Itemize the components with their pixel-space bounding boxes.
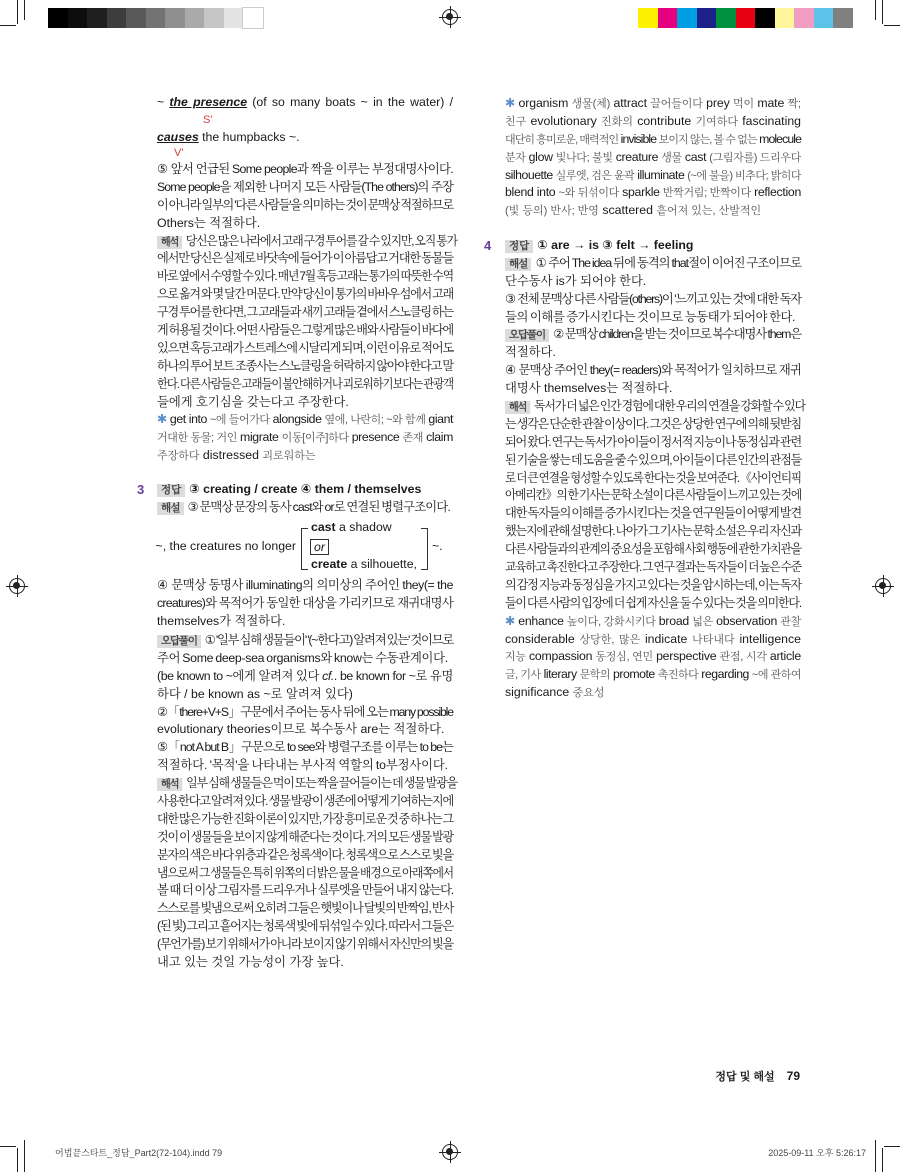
- text-line: [505, 326, 801, 344]
- text-segment: 에서만 당신은 실제로 바닷속에 들어가 이 아름답고 거대한 동물들: [157, 251, 454, 266]
- gloss-text: 존재: [402, 432, 424, 445]
- text-segment: illuminate: [634, 167, 688, 182]
- gloss-text: 먹이: [732, 98, 754, 110]
- gloss-text: 나타내다: [692, 633, 735, 646]
- text-line: [505, 149, 801, 167]
- gloss-text: 옆에, 나란히; ~와 함께: [324, 414, 426, 427]
- gloss-text: 짝;: [787, 98, 801, 110]
- gloss-text: 중요성: [572, 687, 605, 700]
- text-segment: scattered: [598, 203, 657, 218]
- text-line: [157, 394, 453, 412]
- color-swatch: [185, 8, 205, 28]
- text-segment: giant: [425, 412, 454, 427]
- text-segment: 분자의 색은 바다 위층과 같은 청록색이다. 청록색으로 스스로 빛을: [157, 847, 453, 862]
- text-segment: 하다 / be known as ~로 알려져 있다): [157, 686, 353, 701]
- text-segment: 적절하다.: [505, 345, 556, 360]
- text-segment: silhouette: [505, 167, 556, 182]
- gloss-text: 실루엣, 검은 윤곽: [555, 169, 635, 182]
- color-swatch: [814, 8, 834, 28]
- text-segment: 내고 있는 것일 가능성이 가장 높다.: [157, 955, 344, 970]
- text-line: [505, 113, 801, 131]
- text-segment: 로 더 큰 연결을 형성할 수 있도록 한다는 것을 보여준다. 《사이언티픽: [505, 470, 801, 485]
- registration-mark-icon: [442, 9, 458, 25]
- text-segment: 일부 심해 생물들은 먹이 또는 짝을 끌어들이는 데 생물 발광을: [186, 776, 457, 791]
- text-line: [157, 954, 453, 972]
- text-segment: 스스로를 빛냄으로써 오히려 그들은 햇빛이나 달빛의 반짝임, 반사: [157, 901, 454, 916]
- text-segment: regarding: [698, 667, 752, 682]
- text-line: [157, 936, 453, 954]
- text-segment: contribute: [632, 113, 696, 128]
- text-segment: 대한 많은 가능한 진화 이론이 있지만, 가장 흥미로운 것 중 하나는 그: [157, 811, 454, 826]
- text-line: [157, 577, 453, 595]
- text-segment: indicate: [640, 631, 693, 646]
- crop-mark: [24, 0, 25, 20]
- option-create: create a silhouette,: [311, 557, 417, 571]
- gloss-text: 높이다, 강화시키다: [566, 615, 656, 628]
- text-line: [157, 847, 453, 865]
- color-swatch: [146, 8, 166, 28]
- text-line: [505, 559, 801, 577]
- text-segment: claim: [423, 430, 453, 445]
- text-segment: glow: [525, 149, 556, 164]
- section-label-badge: 정답: [505, 240, 533, 253]
- page-number: 79: [786, 1069, 800, 1083]
- text-segment: creatures)와 목적어가 동일한 대상을 가리키므로 재귀대명사: [157, 595, 453, 610]
- option-cast: cast a shadow: [311, 520, 392, 534]
- text-line: [505, 541, 801, 559]
- text-line: [505, 631, 801, 649]
- text-line: [157, 918, 453, 936]
- text-segment: (be known to ~에게 알려져 있다: [157, 668, 323, 683]
- text-line: [505, 434, 801, 452]
- crop-mark: [0, 1146, 16, 1147]
- text-segment: 된 기술을 쌓는 데 도움을 줄 수 있으며, 아이들이 다른 인간의 관점들: [505, 452, 802, 467]
- crop-mark: [875, 1140, 876, 1172]
- text-segment: presence: [348, 430, 403, 445]
- section-label-badge: 해석: [505, 401, 530, 414]
- text-segment: 했는지에 관해 설명한다. 나아가 그 기사는 문학 소설은 우리 자신과: [505, 524, 802, 539]
- gloss-text: 이동[이주]하다: [281, 432, 349, 445]
- text-line: [505, 648, 801, 666]
- gloss-text: 거대한 동물; 거인: [157, 432, 237, 445]
- section-label-badge: 해석: [157, 236, 182, 249]
- text-line: [505, 362, 801, 380]
- color-swatch: [775, 8, 795, 28]
- crop-mark: [882, 1148, 883, 1172]
- slug-filename: 어법끝스타트_정답_Part2(72-104).indd 79: [55, 1148, 223, 1158]
- color-swatch: [48, 8, 68, 28]
- text-line: [505, 309, 801, 327]
- text-segment: 구경 투어를 한다면, 그 고래들과 새끼 고래들 곁에서 스노클링 하는: [157, 305, 454, 320]
- text-segment: 교육하고 촉진한다고 주장한다. 그 연구 결과는 독자들이 더 높은 수준: [505, 560, 802, 575]
- text-line: [505, 95, 801, 113]
- right-bracket: [421, 528, 428, 570]
- text-segment: compassion: [525, 649, 596, 664]
- registration-mark-icon: [9, 578, 25, 594]
- text-segment: perspective: [652, 649, 720, 664]
- text-line: [157, 499, 453, 517]
- color-swatch: [638, 8, 658, 28]
- text-line: [505, 131, 801, 149]
- text-line: [157, 650, 453, 668]
- subject-mark: S': [203, 114, 213, 126]
- text-segment: 들에게 호기심을 갖는다고 주장한다.: [157, 394, 349, 409]
- text-line: [505, 452, 801, 470]
- gloss-text: 흩어져 있는, 산발적인: [656, 205, 762, 218]
- text-line: [157, 429, 453, 447]
- text-segment: ⑤ 앞서 언급된 Some people과 짝을 이루는 부정대명사이다.: [157, 162, 453, 176]
- text-segment: 한다. 다른 사람들은 고래들이 불안해하거나 괴로워하기보다는 관광객: [157, 376, 453, 391]
- text-segment: ④ 문맥상 동명사 illuminating의 의미상의 주어인 they(= the: [157, 578, 453, 592]
- color-swatch: [126, 8, 146, 28]
- text-line: [157, 686, 453, 704]
- text-line: [157, 721, 453, 739]
- text-segment: organism: [518, 96, 572, 110]
- gloss-text: ~에 들어가다: [209, 414, 270, 427]
- note-line-verb: causes the humpbacks ~.: [157, 130, 300, 144]
- text-line: [157, 595, 453, 613]
- text-segment: fascinating: [737, 113, 801, 128]
- text-line: [157, 286, 453, 304]
- gloss-text: 주장하다: [157, 450, 200, 463]
- text-segment: significance: [505, 685, 573, 700]
- section-label-badge: 해설: [505, 258, 531, 271]
- text-line: [157, 179, 453, 197]
- text-segment: distressed: [199, 448, 263, 463]
- text-line: [157, 865, 453, 883]
- gloss-text: 관찰: [780, 615, 801, 628]
- color-swatch: [165, 8, 185, 28]
- asterisk-icon: ✱: [505, 96, 519, 110]
- crop-mark: [884, 1146, 900, 1147]
- color-swatch: [87, 8, 107, 28]
- text-segment: 게 허용될 것이다. 어떤 사람들은 그렇게 많은 배와 사람들이 바다에: [157, 323, 454, 338]
- gloss-text: (빛 등의) 반사; 반영: [505, 205, 599, 218]
- or-box: or: [310, 539, 329, 555]
- text-line: [505, 273, 801, 291]
- text-line: [505, 666, 801, 684]
- text-segment: evolutionary theories이므로 복수동사 are는 적절하다.: [157, 722, 445, 737]
- text-segment: 되어 왔다. 연구는 독서가 아이들이 정서적 지능이나 동정심과 관련: [505, 434, 801, 449]
- registration-mark-icon: [875, 578, 891, 594]
- crop-mark: [17, 0, 18, 24]
- text-line: [157, 447, 453, 465]
- gloss-text: (그림자를) 드리우다: [709, 151, 801, 164]
- text-segment: sparkle: [619, 185, 663, 200]
- gloss-text: 괴로워하는: [262, 450, 316, 463]
- crop-mark: [884, 25, 900, 26]
- section-label-badge: 오답풀이: [505, 329, 549, 342]
- text-line: [505, 470, 801, 488]
- text-line: [157, 704, 453, 722]
- text-line: [505, 416, 801, 434]
- text-segment: ③ 문맥상 문장의 동사 cast와 or로 연결된 병렬구조이다.: [187, 499, 450, 514]
- text-segment: 이 아니라 일부의 '다른 사람들'을 의미하는 것이 문맥상 적절하므로: [157, 197, 454, 212]
- gloss-text: 생물(체): [571, 98, 611, 110]
- text-segment: ② 문맥상 children을 받는 것이므로 복수대명사 them은: [553, 327, 801, 342]
- text-segment: 다른 사람들과의 관계의 중요성을 포함해 사회 행동에 관한 가치관을: [505, 542, 801, 557]
- text-line: [157, 197, 453, 215]
- text-line: [505, 505, 801, 523]
- text-segment: ③ 전체 문맥상 다른 사람들(others)이 '느끼고 있는 것'에 대한 독자: [505, 291, 801, 306]
- text-line: [505, 237, 801, 255]
- text-line: [157, 411, 453, 429]
- color-swatch: [68, 8, 88, 28]
- color-swatch: [755, 8, 775, 28]
- text-line: [157, 775, 457, 793]
- text-segment: blend into: [505, 185, 559, 200]
- text-segment: evolutionary: [526, 113, 602, 128]
- text-line: [505, 523, 801, 541]
- gloss-text: 분자: [505, 151, 526, 164]
- gloss-text: 동정심, 연민: [595, 651, 653, 664]
- gloss-text: 반짝거림; 반짝이다: [662, 187, 751, 200]
- text-segment: 으로 옮겨 와 몇 달간 머문다. 만약 당신이 통가의 바바우 섬에서 고래: [157, 287, 454, 302]
- question-number: 4: [484, 238, 492, 253]
- text-segment: 볼 때 더 이상 그림자를 드리우거나 실루엣을 만들어 내지 않는다.: [157, 883, 453, 898]
- text-line: [157, 811, 453, 829]
- text-line: [505, 595, 801, 613]
- color-swatch: [677, 8, 697, 28]
- text-segment: mate: [754, 96, 788, 110]
- gloss-text: 글, 기사: [505, 669, 541, 682]
- text-segment: ① '일부 심해 생물들이' '(~한다고) 알려져 있는' 것이므로: [204, 633, 454, 647]
- text-line: [505, 344, 801, 362]
- text-segment: cast: [681, 149, 710, 164]
- text-block: [505, 237, 805, 702]
- text-line: [157, 376, 453, 394]
- text-segment: 당신은 많은 나라에서 고래 구경 투어를 갈 수 있지만, 오직 통가: [185, 233, 457, 248]
- text-line: [157, 268, 453, 286]
- text-line: [157, 481, 453, 499]
- running-footer: [715, 1068, 800, 1084]
- text-segment: 들의 이해를 증가시킨다는 것이므로 능동태가 되어야 한다.: [505, 309, 795, 324]
- text-line: [505, 380, 801, 398]
- text-segment: 독서가 더 넓은 인간 경험에 대한 우리의 연결을 강화할 수 있다: [534, 399, 805, 414]
- text-segment: ③ creating / create ④ them / themselves: [189, 482, 422, 496]
- crop-mark: [0, 25, 16, 26]
- text-line: [157, 215, 453, 233]
- text-line: [157, 668, 453, 686]
- text-segment: 있으면 혹등고래가 스트레스에 시달리게 되며, 이런 이유로 적어도: [157, 340, 454, 355]
- text-line: [157, 739, 453, 757]
- text-segment: 냄으로써 그 생물들은 특히 위쪽의 더 밝은 물을 배경으로 아래쪽에서: [157, 865, 453, 880]
- text-line: [157, 829, 453, 847]
- gloss-text: 보이지 않는, 볼 수 없는: [658, 133, 757, 146]
- text-line: [505, 577, 801, 595]
- text-segment: 단수동사 is가 되어야 한다.: [505, 273, 647, 288]
- text-line: [505, 684, 801, 702]
- text-segment: 아메리칸》의 한 기사는 문학 소설이 다른 사람들이 느끼고 있는 것에: [505, 488, 802, 503]
- color-swatch: [204, 8, 224, 28]
- text-line: [157, 340, 453, 358]
- text-segment: considerable: [505, 631, 580, 646]
- section-label-badge: 정답: [157, 484, 185, 497]
- gloss-text: 친구: [505, 115, 527, 128]
- text-segment: migrate: [236, 430, 282, 445]
- gloss-text: 대단히 흥미로운, 매력적인: [505, 133, 619, 146]
- bracket-lead: ~, the creatures no longer: [155, 539, 296, 553]
- text-segment: ⑤「not A but B」구문으로 to see와 병렬구조를 이루는 to be는: [157, 740, 453, 755]
- text-segment: 주어 Some deep-sea organisms와 know는 수동관계이다.: [157, 650, 448, 665]
- text-line: [157, 793, 453, 811]
- text-segment: . be known for ~로 유명: [333, 668, 454, 683]
- gloss-text: 빛나다; 불빛: [555, 151, 613, 164]
- text-segment: reflection: [750, 185, 801, 200]
- text-line: [505, 398, 805, 416]
- text-segment: invisible: [618, 131, 659, 146]
- text-block: [157, 481, 453, 517]
- text-line: [505, 613, 801, 631]
- question-number: 3: [137, 482, 145, 497]
- asterisk-icon: ✱: [157, 412, 170, 427]
- text-segment: themselves가 적절하다.: [157, 613, 286, 628]
- gloss-text: 넓은: [692, 615, 713, 628]
- text-block: [157, 577, 453, 631]
- text-line: [505, 291, 801, 309]
- crop-mark: [24, 1140, 25, 1172]
- text-segment: 대명사 themselves는 적절하다.: [505, 381, 673, 396]
- text-line: [505, 167, 801, 185]
- text-segment: molecule: [756, 131, 801, 146]
- text-segment: 의 감정 지능과 동정심을 가지고 있다는 것을 암시하는데, 이는 독자: [505, 577, 802, 592]
- gloss-text: 생물: [661, 151, 682, 164]
- text-line: [157, 900, 453, 918]
- subject-phrase: the presence: [169, 95, 248, 109]
- text-block: [157, 161, 457, 465]
- text-segment: Some people을 제외한 나머지 모든 사람들(The others)의 주장: [157, 179, 453, 194]
- text-line: [157, 882, 453, 900]
- text-line: [157, 632, 453, 650]
- text-segment: attract: [610, 96, 651, 110]
- crop-mark: [875, 0, 876, 20]
- color-swatch: [107, 8, 127, 28]
- text-segment: article: [766, 649, 801, 664]
- color-swatch: [658, 8, 678, 28]
- text-line: [157, 161, 453, 179]
- section-label-badge: 오답풀이: [157, 635, 201, 648]
- color-swatch: [833, 8, 853, 28]
- text-segment: ① 주어 The idea 뒤에 동격의 that절이 이어진 구조이므로: [535, 255, 801, 270]
- text-segment: Others는 적절하다.: [157, 215, 261, 230]
- text-segment: enhance: [518, 613, 567, 628]
- section-label-badge: 해석: [157, 778, 182, 791]
- text-segment: broad: [655, 613, 693, 628]
- gloss-text: 지능: [505, 651, 526, 664]
- text-line: [157, 250, 453, 268]
- gloss-text: 촉진하다: [657, 669, 699, 682]
- bracket-tail: ~.: [432, 539, 443, 553]
- gloss-text: (~에 불을) 비추다; 밝히다: [687, 169, 801, 182]
- gloss-text: 기여하다: [695, 115, 738, 128]
- text-segment: get into: [169, 412, 210, 427]
- color-swatch: [697, 8, 717, 28]
- text-segment: alongside: [269, 412, 325, 427]
- text-segment: 바로 옆에서 수영할 수 있다. 매년 7월 혹등고래는 통가의 따뜻한 수역: [157, 269, 453, 284]
- left-bracket: [301, 528, 308, 570]
- text-segment: 적절하다. '목적'을 나타내는 부사적 역할의 to부정사이다.: [157, 758, 448, 773]
- verb-phrase: causes: [157, 130, 199, 144]
- gloss-text: 문학의: [579, 669, 611, 682]
- text-line: [505, 255, 801, 273]
- text-line: [505, 202, 801, 220]
- crop-mark: [882, 0, 883, 24]
- color-swatch: [243, 8, 263, 28]
- text-segment: 것이 이 생물들을 보이지 않게 해준다는 것이다. 거의 모든 생물 발광: [157, 829, 453, 844]
- gloss-text: ~에 관하여: [751, 669, 802, 682]
- text-line: [157, 757, 453, 775]
- text-segment: 하나의 투어 보트 조종사는 스노클링을 허락하지 않아야 한다고 말: [157, 358, 454, 373]
- text-line: [505, 487, 801, 505]
- slug-date: 2025-09-11 오후 5:26:17: [768, 1148, 866, 1158]
- text-segment: 대한 독자들의 이해를 증가시킨다는 것을 연구원들이 어떻게 발견: [505, 506, 802, 521]
- gloss-text: ~와 뒤섞이다: [558, 187, 620, 200]
- text-segment: 들이 다른 사람의 입장에 더 쉽게 자신을 둘 수 있다는 것을 의미한다.: [505, 595, 802, 610]
- asterisk-icon: ✱: [505, 613, 519, 628]
- text-segment: promote: [610, 667, 658, 682]
- registration-mark-icon: [442, 1144, 458, 1160]
- text-segment: 사용한다고 알려져 있다. 생물 발광이 생존에 어떻게 기여하는지에: [157, 794, 454, 809]
- text-line: [157, 358, 453, 376]
- text-segment: ④ 문맥상 주어인 they(= readers)와 목적어가 일치하므로 재귀: [505, 363, 801, 378]
- text-block: [157, 632, 457, 972]
- text-segment: (무언가를) 보기 위해서가 아니라 보이지 않기 위해서 자신만의 빛을: [157, 937, 453, 952]
- color-swatch: [224, 8, 244, 28]
- text-line: [157, 322, 453, 340]
- gloss-text: 관점, 시각: [719, 651, 767, 664]
- text-segment: ②「there+V+S」구문에서 주어는 동사 뒤에 오는 many possible: [157, 704, 453, 719]
- text-segment: 는 생각은 단순한 관찰 이상이다. 그것은 상당한 연구에 의해 뒷받침: [505, 416, 802, 431]
- text-segment: ① are → is ③ felt → feeling: [537, 238, 694, 252]
- text-line: [505, 184, 801, 202]
- text-segment: intelligence: [734, 631, 801, 646]
- section-label-badge: 해설: [157, 502, 184, 515]
- text-segment: (된 빛) 그리고 흩어지는 청록색 빛에 뒤섞일 수 있다. 따라서 그들은: [157, 919, 454, 934]
- text-line: [157, 304, 453, 322]
- running-footer-label: 정답 및 해설: [715, 1071, 775, 1083]
- color-swatch: [716, 8, 736, 28]
- gloss-text: 진화의: [601, 115, 633, 128]
- note-line-subject: ~ the presence (of so many boats ~ in the water) /: [157, 95, 453, 109]
- text-line: [157, 233, 457, 251]
- gloss-text: 끌어들이다: [650, 98, 703, 110]
- text-line: [157, 613, 453, 631]
- color-swatch: [736, 8, 756, 28]
- color-swatch: [794, 8, 814, 28]
- text-segment: literary: [540, 667, 580, 682]
- crop-mark: [17, 1148, 18, 1172]
- gloss-text: 상당한, 많은: [579, 633, 641, 646]
- text-segment: creature: [612, 149, 662, 164]
- text-block: [505, 95, 801, 220]
- text-segment: observation: [712, 613, 781, 628]
- text-segment: cf.: [322, 668, 334, 683]
- text-segment: prey: [702, 96, 733, 110]
- verb-mark: V': [174, 147, 184, 159]
